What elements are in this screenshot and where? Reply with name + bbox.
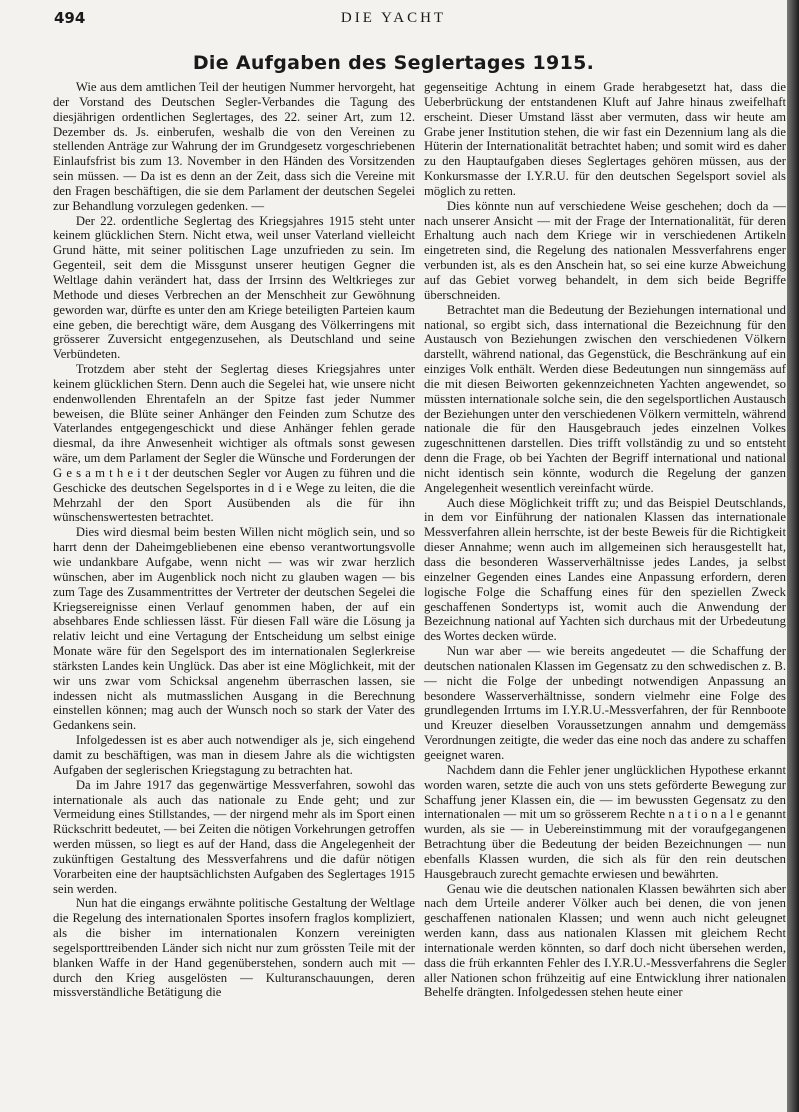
- paragraph: Der 22. ordentliche Seglertag des Kriegsjahres 1915 steht unter keinem glücklichen Stern. Nicht etwa, weil unser Vaterland vielleicht Grund hätte, mit seiner politischen Lage unzufrieden zu sein. Im Gegenteil, seit dem die Missgunst unserer heutigen Gegner die Weltlage dahin verändert hat, dass der Irrsinn des Weltkrieges zur Methode und dieses Verbrechen an der Menschheit zur Gewöhnung geworden war, dürfte es unter den am Kriege beteiligten Parteien kaum eine geben, die berechtigt wäre, dem Ausgang des Völkerringens mit grösserer Zuversicht entgegenzusehen, als Deutschland und seine Verbündeten.: [53, 213, 416, 362]
- paragraph: Genau wie die deutschen nationalen Klassen bewährten sich aber nach dem Urteile anderer Völker auch bei denen, die von jenen geschaffenen nationalen Klassen; und wenn auch nicht geleugnet werden kann, dass aus nationalen Klassen mit gleichem Recht internationale werden könnten, so darf doch nicht übersehen werden, dass die früh erkannten Fehler des I.Y.R.U.-Messverfahrens die Segler aller Nationen schon frühzeitig auf eine Entwicklung ihrer nationalen Behelfe drängten. Infolgedessen stehen heute einer: [424, 881, 786, 1000]
- paragraph: Dies könnte nun auf verschiedene Weise geschehen; doch da — nach unserer Ansicht — mit der Frage der Internationalität, für deren Erhaltung auch nach dem Kriege wir in verschiedenen Artikeln eingetreten sind, die Regelung des nationalen Messverfahrens enger verbunden ist, als es den Anschein hat, so sei eine kurze Abweichung auf das Gebiet vorweg behandelt, in dem sich beide Begriffe überschneiden.: [424, 198, 786, 302]
- paragraph: Infolgedessen ist es aber auch notwendiger als je, sich eingehend damit zu beschäftigen, was man in diesem Jahre als die wichtigsten Aufgaben der seglerischen Kriegstagung zu betrachten hat.: [53, 733, 415, 777]
- paragraph: Dies wird diesmal beim besten Willen nicht möglich sein, und so harrt denn der Daheimgebliebenen eine ebenso verantwortungsvolle wie undankbare Aufgabe, wenn nicht — was wir zwar herzlich wünschen, aber im Augenblick noch nicht zu glauben wagen — bis zum Tage des Zusammentrittes der Vertreter der deutschen Segelei die Kriegsereignisse einen Verlauf genommen haben, der auf ein absehbares Ende schliessen lässt. Für diesen Fall wäre die Lösung ja relativ leicht und eine Vertagung der Entscheidung um selbst einige Monate wäre für den Segelsport des im internationalen Seglerkreise stärksten Landes kein Unglück. Das aber ist eine Möglichkeit, mit der wir uns zwar vom Schicksal angenehm überraschen lassen, sie indessen nicht als mutmasslichen Ausgang in die Berechnung einstellen können; mag auch der Wunsch noch so stark der Vater des Gedankens sein.: [53, 525, 415, 733]
- article-title: Die Aufgaben des Seglertages 1915.: [192, 52, 595, 74]
- paragraph: Trotzdem aber steht der Seglertag dieses Kriegsjahres unter keinem glücklichen Stern. Denn auch die Segelei hat, wie unsere nicht endenwollenden Ehrentafeln an der Spitze fast jeder Nummer beweisen, die Blüte seiner Anhänger den Feinden zum Schutze des Vaterlandes entgegengeschickt und diese Anhänger fehlen gerade diesmal, da ihre Anwesenheit wichtiger als oftmals sonst gewesen wäre, um dem Parlament der Segler die Wünsche und Forderungen der G e s a m t h e i t der deutschen Segler vor Augen zu führen und die Geschicke des deutschen Segelsportes in d i e Wege zu leiten, die die Mehrzahl der den Sport Ausübenden als die für ihn wünschenswertesten betrachtet.: [53, 362, 415, 525]
- paragraph: Nachdem dann die Fehler jener unglücklichen Hypothese erkannt worden waren, setzte die auch von uns stets geförderte Bewegung zur Schaffung jener Klassen ein, die — im bewussten Gegensatz zu den internationalen — mit um so grösserem Rechte n a t i o n a l e genannt wurden, als sie — in Uebereinstimmung mit der voraufgegangenen Betrachtung über die Bedeutung der beiden Bezeichnungen — nun ebenfalls Klassen wurden, die sich als für den rein deutschen Hausgebrauch zurecht gemachte erwiesen und bewährten.: [424, 762, 786, 881]
- paragraph: Wie aus dem amtlichen Teil der heutigen Nummer hervorgeht, hat der Vorstand des Deutschen Segler-Verbandes die Tagung des diesjährigen ordentlichen Seglertages, des 22. seiner Art, zum 12. Dezember ds. Js. einberufen, weshalb die von den Vereinen zu stellenden Anträge zur Wahrung der im Grundgesetz vorgeschriebenen Einlaufsfrist bis zum 13. November in den Händen des Vorsitzenden sein müssen. — Da ist es denn an der Zeit, dass sich die Vereine mit den Fragen beschäftigen, die sie dem Parlament der deutschen Segelei zur Behandlung vorzulegen gedenken. —: [53, 80, 415, 213]
- running-title: DIE YACHT: [340, 10, 447, 26]
- right-text-column: [424, 80, 786, 1000]
- paragraph: Betrachtet man die Bedeutung der Beziehungen international und national, so ergibt sich, dass international die Bezeichnung für den Austausch von Beziehungen zwischen den verschiedenen Völkern darstellt, während national, das Gegenstück, die Beschränkung auf ein einziges Volk enthält. Werden diese Bedeutungen nun sinngemäss auf die mit diesen Beiworten gekennzeichneten Yachten angewendet, so müssten internationale solche sein, die den segelsportlichen Austausch der Beziehungen unter den verschiedenen Völkern vermitteln, während nationale die für den Hausgebrauch jedes einzelnen Volkes zugeschnittenen darstellen. Dies trifft vollständig zu und so entsteht denn die Frage, ob bei Yachten der Begriff international und national nicht identisch sein könnte, wodurch die Regelung der ganzen Angelegenheit wesentlich vereinfacht würde.: [424, 302, 786, 495]
- paragraph: Nun war aber — wie bereits angedeutet — die Schaffung der deutschen nationalen Klassen im Gegensatz zu den schwedischen z. B. — nicht die Folge der unbedingt notwendigen Anpassung an besondere Wasserverhältnisse, sondern vielmehr eine Folge des grundlegenden Irrtums im I.Y.R.U.-Messverfahren, der für Rennboote und Kreuzer dieselben Voraussetzungen annahm und demgemäss Verordnungen zeitigte, die weder das eine noch das andere zu schaffen geeignet waren.: [424, 644, 786, 762]
- paragraph: Nun hat die eingangs erwähnte politische Gestaltung der Weltlage die Regelung des internationalen Sportes insofern fraglos kompliziert, als die bisher im internationalen Konzern vereinigten segelsporttreibenden Länder sich nicht nur zum grössten Teile mit der blanken Waffe in der Hand gegenüberstehen, sondern auch mit — durch den Krieg ausgelösten — Kulturanschauungen, deren missverständliche Betätigung die: [53, 896, 415, 1000]
- paragraph: Auch diese Möglichkeit trifft zu; und das Beispiel Deutschlands, in dem vor Einführung der nationalen Klassen das internationale Messverfahren allein herrschte, ist der beste Beweis für die Richtigkeit dieser Annahme; wenn auch im allgemeinen sich herausgestellt hat, dass die besonderen Wasserverhältnisse jedes Landes, ja selbst einzelner Gegenden eines Landes eine Anpassung erfordern, deren logische Folge die Schaffung eines für den speziellen Zweck geschaffenen Sondertyps ist, womit auch die Anwendung der Bezeichnung national auf Yachten sich durchaus mit der Urbedeutung des Wortes decken würde.: [424, 495, 786, 644]
- page-edge-shadow: [787, 0, 799, 1112]
- left-text-column: [53, 80, 415, 1000]
- paragraph: Da im Jahre 1917 das gegenwärtige Messverfahren, sowohl das internationale als auch das nationale zu Ende geht; und zur Vermeidung eines Stillstandes, — der nirgend mehr als im Sport einen Rückschritt bedeutet, — bei Zeiten die nötigen Vorkehrungen getroffen werden müssen, so liegt es auf der Hand, dass die Angelegenheit der zukünftigen Gestaltung des Messverfahrens und die dafür nötigen Vorarbeiten eine der hauptsächlichsten Aufgaben des Seglertages 1915 sein werden.: [53, 777, 415, 896]
- paragraph: gegenseitige Achtung in einem Grade herabgesetzt hat, dass die Ueberbrückung der entstandenen Kluft auf Jahre hinaus zweifelhaft erscheint. Dieser Umstand lässt aber vermuten, dass wir heute am Grabe jener Institution stehen, die wir fast ein Dezennium lang als die Hüterin der Internationalität betrachtet haben; und somit wird es daher zu den Hauptaufgaben dieses Seglertages gehören müssen, aus der Konkursmasse der I.Y.R.U. für den deutschen Segelsport soviel als möglich zu retten.: [424, 80, 786, 198]
- page-number: 494: [54, 9, 86, 27]
